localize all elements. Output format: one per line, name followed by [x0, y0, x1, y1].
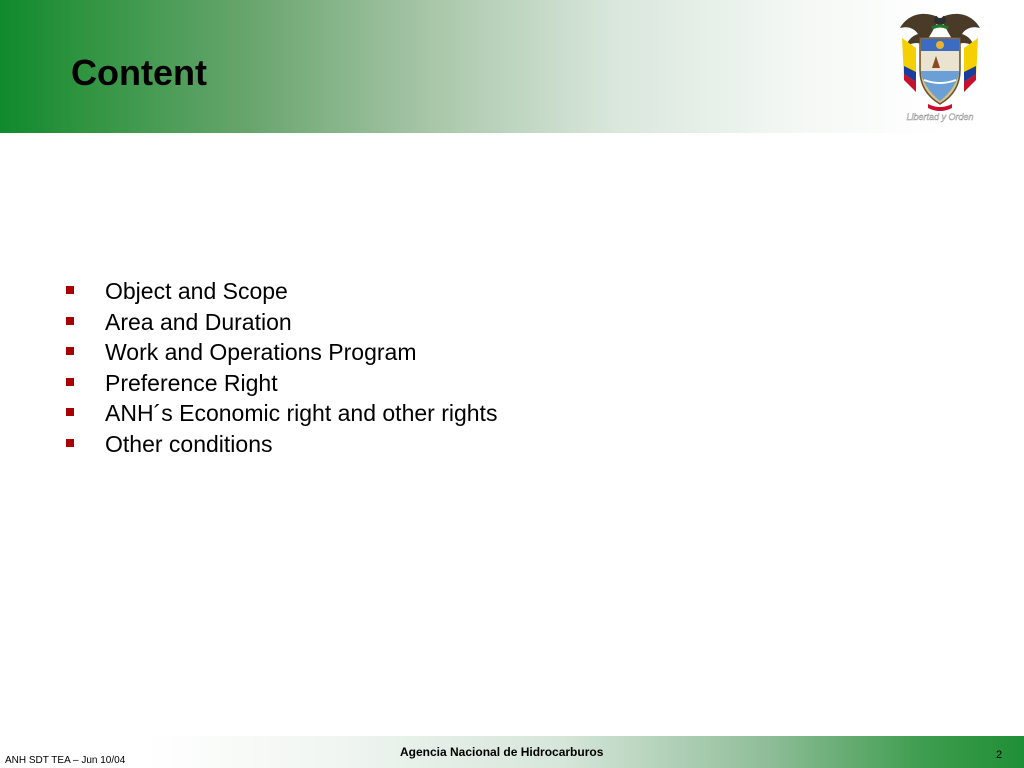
slide-title: Content	[71, 52, 207, 93]
bullet-square-icon	[66, 439, 74, 447]
bullet-text: Preference Right	[105, 369, 278, 396]
bullet-square-icon	[66, 378, 74, 386]
emblem-motto: Libertad y Orden	[906, 112, 974, 122]
bullet-square-icon	[66, 347, 74, 355]
bullet-text: Other conditions	[105, 430, 273, 457]
bullet-text: Object and Scope	[105, 278, 288, 304]
page-number: 2	[996, 749, 1003, 761]
bullet-text: Area and Duration	[105, 308, 292, 335]
bullet-list	[62, 276, 497, 460]
footer-organization: Agencia Nacional de Hidrocarburos	[400, 745, 604, 759]
bullet-text: Work and Operations Program	[105, 339, 417, 366]
bullet-square-icon	[66, 286, 74, 294]
bullet-square-icon	[66, 408, 74, 416]
colombia-coat-of-arms-icon	[894, 8, 986, 126]
list-item	[62, 398, 497, 429]
footer-date-label: ANH SDT TEA – Jun 10/04	[5, 755, 126, 766]
list-item	[62, 337, 497, 368]
bullet-square-icon	[66, 317, 74, 325]
list-item	[62, 368, 497, 399]
list-item	[62, 307, 497, 338]
list-item	[62, 429, 497, 460]
bullet-text: ANH´s Economic right and other rights	[105, 400, 498, 427]
list-item	[62, 276, 497, 307]
